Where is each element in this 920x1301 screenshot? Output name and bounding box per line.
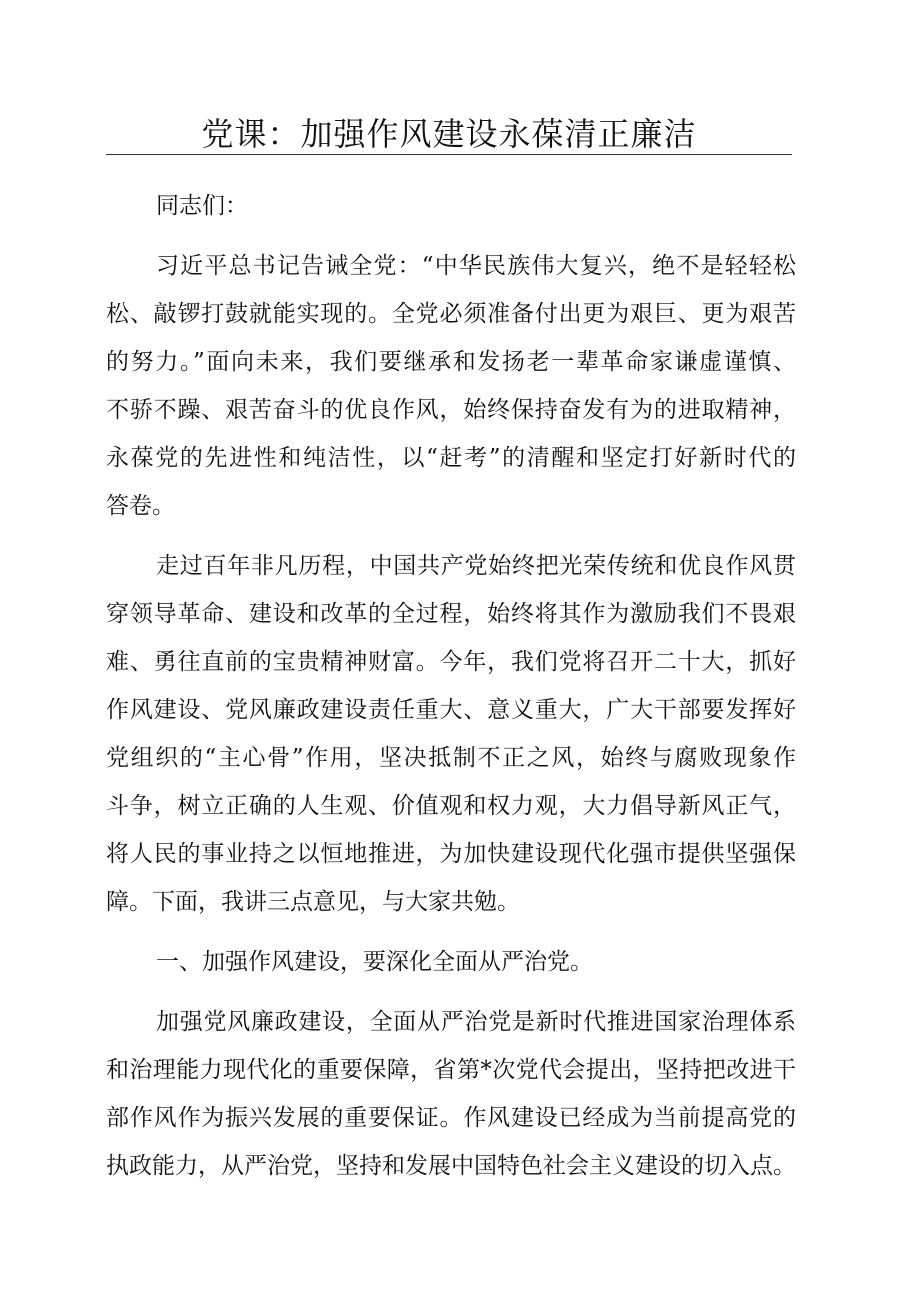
paragraph-line: 斗争，树立正确的人生观、价值观和权力观，大力倡导新风正气， [106,793,796,819]
section-heading: 一、加强作风建设，要深化全面从严治党。 [156,949,593,975]
paragraph-3 [106,998,796,1190]
paragraph-line: 党组织的“主心骨”作用，坚决抵制不正之风，始终与腐败现象作 [106,745,796,771]
document-body [106,182,796,1202]
paragraph-2 [106,542,796,926]
paragraph-line: 和治理能力现代化的重要保障，省第*次党代会提出，坚持把改进干 [106,1057,796,1083]
paragraph-line: 穿领导革命、建设和改革的全过程，始终将其作为激励我们不畏艰 [106,601,796,627]
paragraph-line: 加强党风廉政建设，全面从严治党是新时代推进国家治理体系 [156,1009,796,1035]
salutation: 同志们： [156,193,248,219]
paragraph-line: 不骄不躁、艰苦奋斗的优良作风，始终保持奋发有为的进取精神， [106,397,796,423]
section-heading-1 [106,938,796,986]
paragraph-line: 松、敲锣打鼓就能实现的。全党必须准备付出更为艰巨、更为艰苦 [106,301,796,327]
paragraph-line: 答卷。 [106,493,175,519]
paragraph-line: 作风建设、党风廉政建设责任重大、意义重大，广大干部要发挥好 [106,697,796,723]
paragraph-line: 障。下面，我讲三点意见，与大家共勉。 [106,889,520,915]
paragraph-line: 执政能力，从严治党，坚持和发展中国特色社会主义建设的切入点。 [106,1153,796,1179]
paragraph-1 [106,242,796,530]
paragraph-line: 将人民的事业持之以恒地推进，为加快建设现代化强市提供坚强保 [106,841,796,867]
title-underline [106,154,792,155]
paragraph-line: 的努力。”面向未来，我们要继承和发扬老一辈革命家谦虚谨慎、 [106,349,796,375]
paragraph-line: 习近平总书记告诫全党：“中华民族伟大复兴，绝不是轻轻松 [156,253,796,279]
document-title: 党课：加强作风建设永葆清正廉洁 [201,115,697,153]
paragraph-line: 永葆党的先进性和纯洁性，以“赶考”的清醒和坚定打好新时代的 [106,445,796,471]
paragraph-line: 部作风作为振兴发展的重要保证。作风建设已经成为当前提高党的 [106,1105,796,1131]
paragraph-line: 难、勇往直前的宝贵精神财富。今年，我们党将召开二十大，抓好 [106,649,796,675]
paragraph-line: 走过百年非凡历程，中国共产党始终把光荣传统和优良作风贯 [156,553,796,579]
